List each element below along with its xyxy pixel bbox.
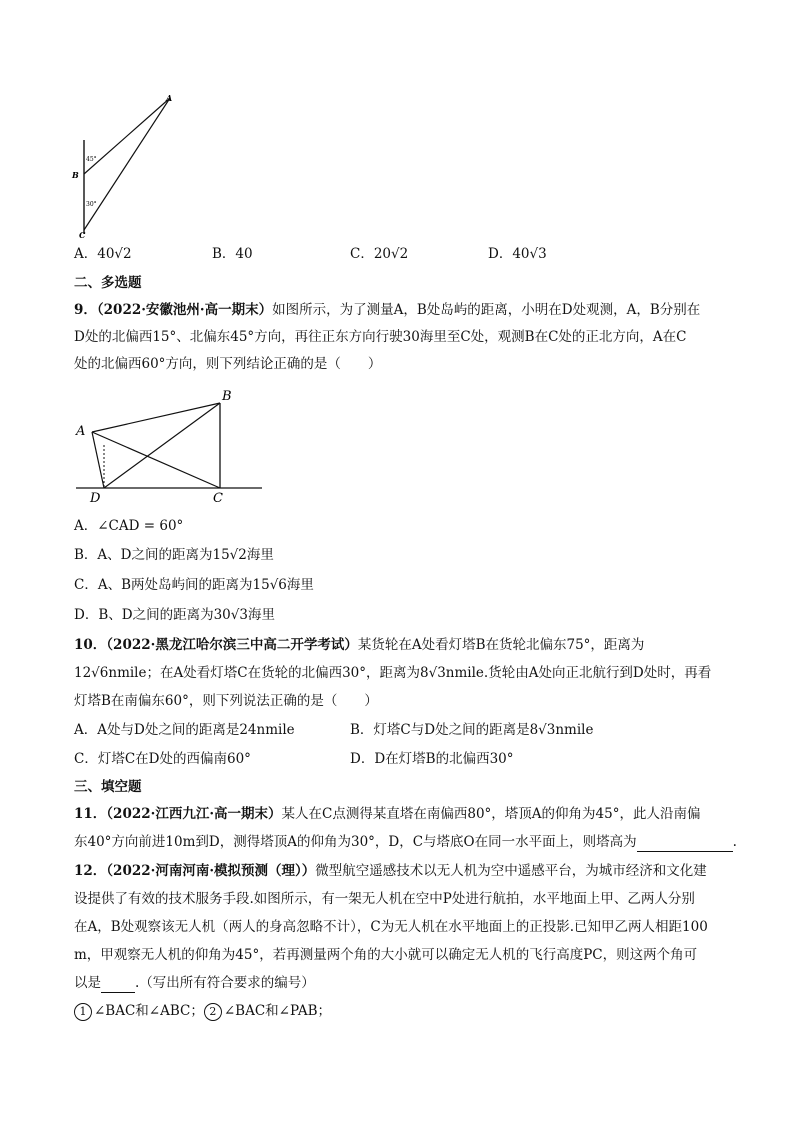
choice-1-marker: 1 [74, 1003, 92, 1021]
fig1-angle-45: 45° [86, 156, 97, 163]
section-multi-choice: 二、多选题 [74, 275, 142, 291]
fig1-angle-30: 30° [86, 201, 97, 208]
fig2-label-b: B [222, 389, 232, 404]
q12-line5: 以是 .（写出所有符合要求的编号） [74, 975, 315, 991]
q8-option-c: C．20√2 [350, 246, 409, 262]
q9-option-d: D．B、D之间的距离为30√3海里 [74, 607, 275, 623]
choice-2-marker: 2 [204, 1003, 222, 1021]
q9-option-c: C．A、B两处岛屿间的距离为15√6海里 [74, 577, 314, 593]
fig2-label-a: A [76, 424, 86, 439]
fig2-label-c: C [213, 491, 223, 505]
q12-line1: 12．（2022·河南河南·模拟预测（理））微型航空遥感技术以无人机为空中遥感平台，为城市经济和文化建 [74, 863, 707, 879]
q10-option-d: D．D在灯塔B的北偏西30° [350, 751, 514, 767]
q8-option-a: A．40√2 [74, 246, 132, 262]
figure-triangle-abc [70, 90, 180, 240]
q8-option-d: D．40√3 [488, 246, 547, 262]
q10-line2: 12√6nmile；在A处看灯塔C在货轮的北偏西30°，距离为8√3nmile.货轮由A处向正北航行到D处时，再看 [74, 665, 712, 681]
q12-line2: 设提供了有效的技术服务手段.如图所示，有一架无人机在空中P处进行航拍，水平地面上甲、乙两人分别 [74, 891, 695, 907]
fig2-label-d: D [90, 491, 101, 505]
q10-option-a: A．A处与D处之间的距离是24nmile [74, 722, 295, 738]
figure-quadrilateral-abcd [70, 385, 270, 505]
q10-line3: 灯塔B在南偏东60°，则下列说法正确的是（ ） [74, 693, 378, 709]
q11-line1: 11．（2022·江西九江·高一期末）某人在C点测得某直塔在南偏西80°，塔顶A的仰角为45°，此人沿南偏 [74, 806, 701, 822]
q9-line2: D处的北偏西15°、北偏东45°方向，再往正东方向行驶30海里至C处，观测B在C处的正北方向，A在C [74, 329, 687, 345]
q9-line1: 9．（2022·安徽池州·高一期末）如图所示，为了测量A，B处岛屿的距离，小明在D处观测，A，B分别在 [74, 302, 701, 318]
q9-line3: 处的北偏西60°方向，则下列结论正确的是（ ） [74, 356, 382, 372]
fig1-label-a: A [166, 93, 173, 103]
q9-option-b: B．A、D之间的距离为15√2海里 [74, 547, 274, 563]
q9-option-a: A．∠CAD = 60° [74, 518, 184, 534]
q12-line3: 在A，B处观察该无人机（两人的身高忽略不计），C为无人机在水平地面上的正投影.已知甲乙两人相距100 [74, 919, 708, 935]
q12-choices: 1 ∠BAC和∠ABC； 2 ∠BAC和∠PAB； [74, 1001, 331, 1021]
q11-line2: 东40°方向前进10m到D，测得塔顶A的仰角为30°，D，C与塔底O在同一水平面上，则塔高为 . [74, 834, 737, 850]
q12-answer-blank[interactable] [101, 976, 135, 993]
q11-answer-blank[interactable] [637, 835, 733, 852]
q12-line4: m，甲观察无人机的仰角为45°，若再测量两个角的大小就可以确定无人机的飞行高度PC，则这两个角可 [74, 947, 698, 963]
q10-line1: 10．（2022·黑龙江哈尔滨三中高二开学考试）某货轮在A处看灯塔B在货轮北偏东75°，距离为 [74, 637, 645, 653]
q10-option-c: C．灯塔C在D处的西偏南60° [74, 751, 251, 767]
q8-option-b: B．40 [212, 246, 253, 262]
section-fill-blank: 三、填空题 [74, 779, 142, 795]
q10-option-b: B．灯塔C与D处之间的距离是8√3nmile [350, 722, 594, 738]
fig1-label-b: B [72, 170, 79, 180]
fig1-label-c: C [79, 230, 86, 240]
